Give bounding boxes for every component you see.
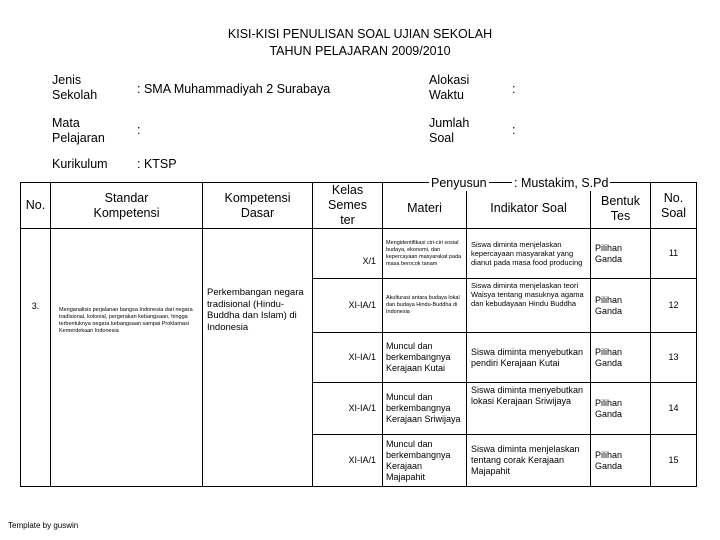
alokasi-waktu-value: : (512, 82, 516, 96)
row-number: 3. (21, 229, 51, 487)
no-soal-cell: 14 (651, 383, 697, 435)
jenis-sekolah-value: : SMA Muhammadiyah 2 Surabaya (137, 82, 331, 96)
kelas-cell: XI-IA/1 (313, 383, 383, 435)
kompetensi-dasar-cell: Perkembangan negara tradisional (Hindu-Buddha dan Islam) di Indonesia (203, 229, 313, 487)
materi-cell: Akulturasi antara budaya lokal dan budaya Hindu-Buddha di Indonesia (383, 279, 467, 333)
indikator-cell: Siswa diminta menyebutkan lokasi Kerajaan Sriwijaya (467, 383, 591, 435)
indikator-cell: Siswa diminta menyebutkan pendiri Kerajaan Kutai (467, 333, 591, 383)
bentuk-tes-cell: Pilihan Ganda (591, 383, 651, 435)
no-soal-cell: 15 (651, 435, 697, 487)
kurikulum-label: Kurikulum (52, 157, 108, 171)
bentuk-tes-cell: Pilihan Ganda (591, 333, 651, 383)
header-bentuk-tes: Bentuk Tes (591, 183, 651, 229)
kelas-cell: XI-IA/1 (313, 279, 383, 333)
bentuk-tes-cell: Pilihan Ganda (591, 435, 651, 487)
header-no-soal: No. Soal (651, 183, 697, 229)
bentuk-tes-cell: Pilihan Ganda (591, 229, 651, 279)
kurikulum-value: : KTSP (137, 157, 177, 171)
mata-pelajaran-value: : (137, 123, 141, 137)
title-line-1: KISI-KISI PENULISAN SOAL UJIAN SEKOLAH (227, 27, 493, 41)
kelas-cell: XI-IA/1 (313, 333, 383, 383)
jenis-sekolah-label: Jenis Sekolah (52, 73, 98, 102)
indikator-cell: Siswa diminta menjelaskan teori Waisya tentang masuknya agama dan kebudayaan Hindu Buddha (467, 279, 591, 333)
title-line-2: TAHUN PELAJARAN 2009/2010 (269, 44, 451, 58)
footer-credit: Template by guswin (8, 521, 79, 530)
kisi-kisi-table (20, 182, 697, 487)
header-no: No. (21, 183, 51, 229)
header-indikator-soal: Indikator Soal (467, 183, 591, 229)
no-soal-cell: 11 (651, 229, 697, 279)
penyusun-value: : Mustakim, S.Pd (514, 176, 609, 190)
mata-pelajaran-label: Mata Pelajaran (52, 116, 105, 145)
kelas-cell: XI-IA/1 (313, 435, 383, 487)
jumlah-soal-label: Jumlah Soal (429, 116, 470, 145)
kelas-cell: X/1 (313, 229, 383, 279)
jumlah-soal-value: : (512, 123, 516, 137)
no-soal-cell: 12 (651, 279, 697, 333)
no-soal-cell: 13 (651, 333, 697, 383)
header-standar-kompetensi: Standar Kompetensi (51, 183, 203, 229)
alokasi-waktu-label: Alokasi Waktu (429, 73, 470, 102)
header-materi: Materi (383, 183, 467, 229)
materi-cell: Muncul dan berkembangnya Kerajaan Majapahit (383, 435, 467, 487)
materi-cell: Muncul dan berkembangnya Kerajaan Kutai (383, 333, 467, 383)
indikator-cell: Siswa diminta menjelaskan kepercayaan masyarakat yang dianut pada masa food producing (467, 229, 591, 279)
document-title (0, 26, 720, 60)
materi-cell: Muncul dan berkembangnya Kerajaan Sriwijaya (383, 383, 467, 435)
table-row (21, 229, 697, 279)
header-kompetensi-dasar: Kompetensi Dasar (203, 183, 313, 229)
standar-kompetensi-cell: Menganalisis perjalanan bangsa Indonesia dari negara tradisional, kolonial, pergerakan kebangsaan, hingga terbentuknya negara kebangsaan sampai Proklamasi Kemerdekaan Indonesia (51, 229, 203, 487)
indikator-cell: Siswa diminta menjelaskan tentang corak Kerajaan Majapahit (467, 435, 591, 487)
bentuk-tes-cell: Pilihan Ganda (591, 279, 651, 333)
penyusun-label: Penyusun (431, 176, 487, 190)
header-kelas-semester: Kelas Semes ter (313, 183, 383, 229)
materi-cell: Mengidentifikasi ciri-ciri sosial budaya, ekonomi, dan kepercayaan masyarakat pada masa berocok tanam (383, 229, 467, 279)
